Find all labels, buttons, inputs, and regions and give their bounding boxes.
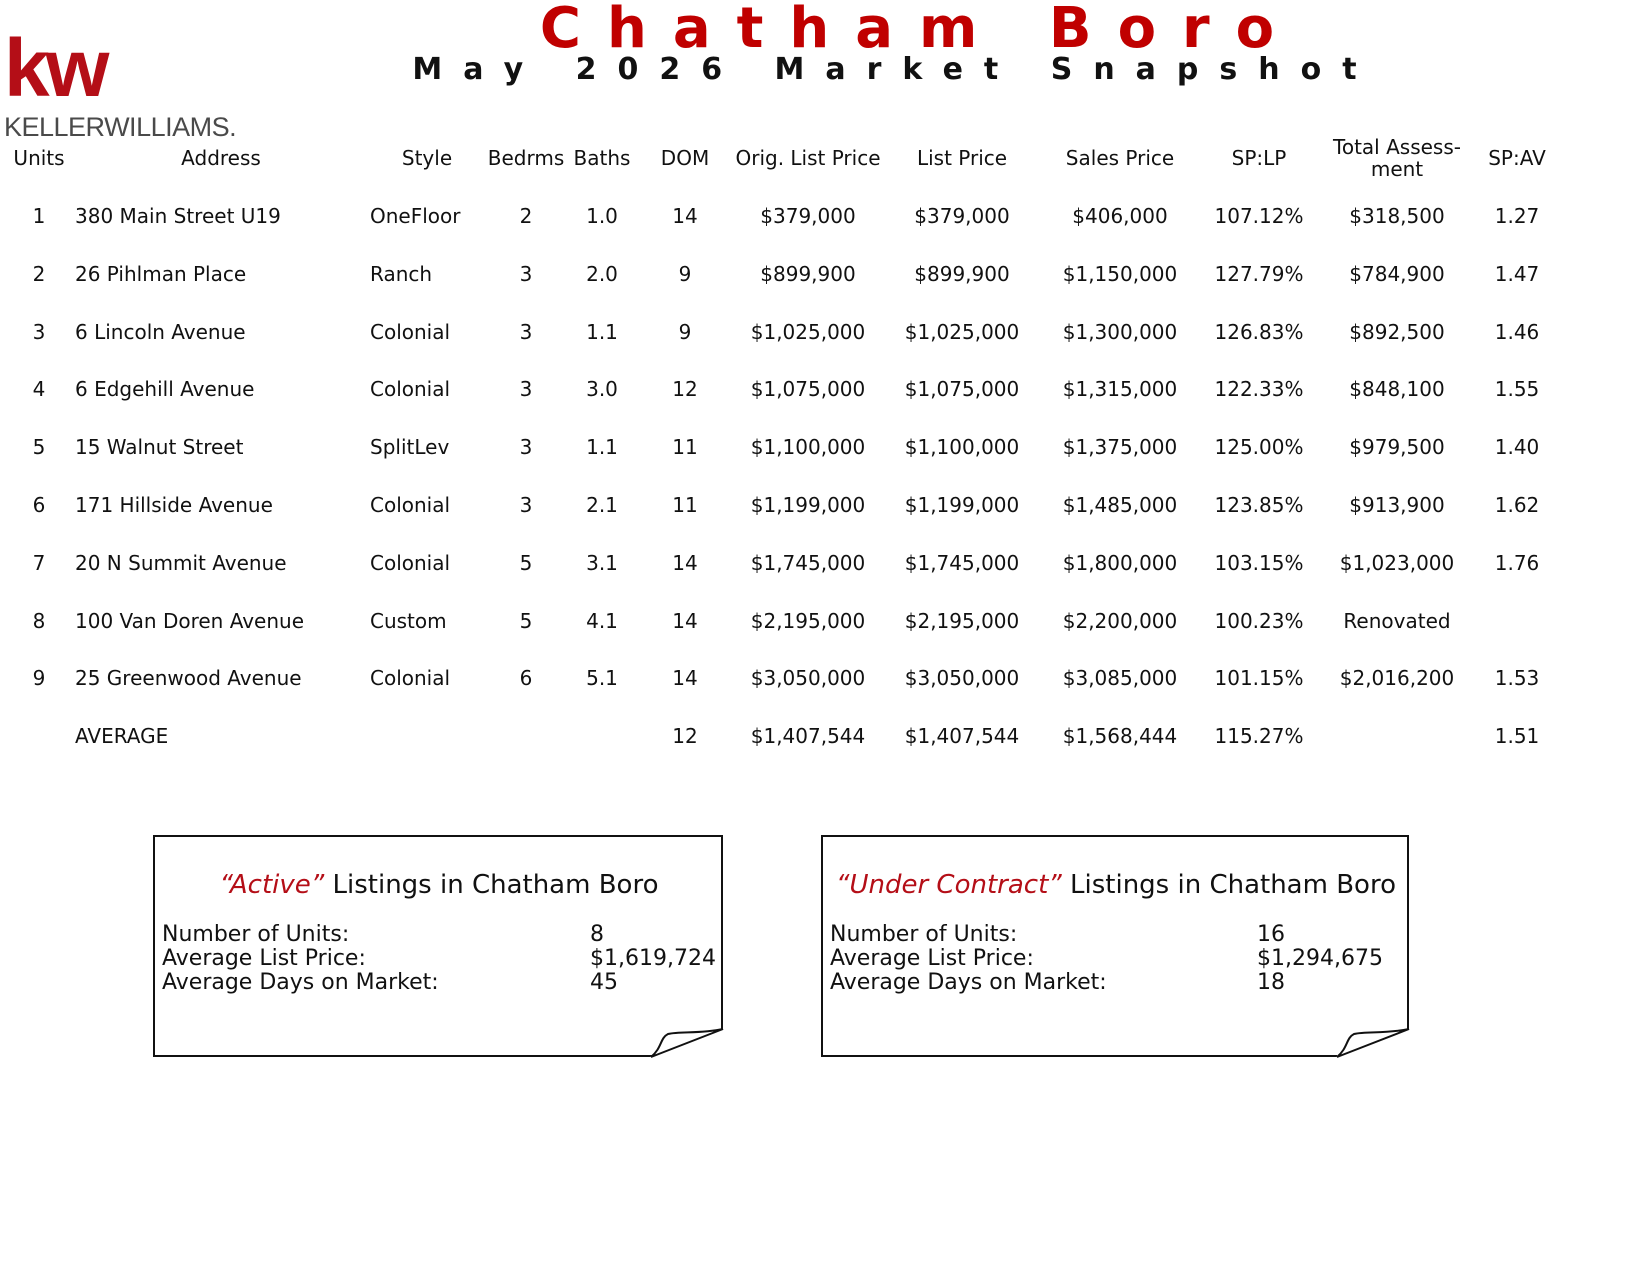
- cell-sp-av: 1.40: [1494, 435, 1540, 459]
- cell-orig-list-price: $1,025,000: [750, 320, 866, 344]
- cell-list-price: $3,050,000: [904, 666, 1020, 690]
- cell-sp-lp: 126.83%: [1214, 320, 1304, 344]
- active-price-value: $1,619,724: [590, 946, 716, 971]
- cell-list-price: $1,100,000: [904, 435, 1020, 459]
- cell-sales-price: $1,315,000: [1062, 377, 1178, 401]
- cell-orig-list-price: $2,195,000: [750, 609, 866, 633]
- cell-list-price: $1,745,000: [904, 551, 1020, 575]
- cell-units: 2: [32, 262, 46, 286]
- cell-style: Colonial: [370, 377, 451, 401]
- header-baths: Baths: [573, 146, 631, 170]
- under-contract-price-label: Average List Price:: [830, 946, 1034, 971]
- cell-baths: 4.1: [586, 609, 618, 633]
- active-price-label: Average List Price:: [162, 946, 366, 971]
- cell-style: Colonial: [370, 493, 451, 517]
- cell-sales-price: $1,375,000: [1062, 435, 1178, 459]
- cell-orig-list-price: $1,075,000: [750, 377, 866, 401]
- cell-baths: 2.0: [586, 262, 618, 286]
- under-contract-listings-card: [821, 835, 1409, 1057]
- cell-total-assessment: $913,900: [1349, 493, 1445, 517]
- cell-dom: 14: [672, 666, 698, 690]
- cell-total-assessment: Renovated: [1343, 609, 1451, 633]
- cell-units: 1: [32, 204, 46, 228]
- cell-style: Ranch: [370, 262, 433, 286]
- under-contract-title-emphasis: “Under Contract”: [836, 870, 1062, 900]
- cell-total-assessment: $1,023,000: [1339, 551, 1455, 575]
- cell-baths: 5.1: [586, 666, 618, 690]
- cell-sp-lp: 103.15%: [1214, 551, 1304, 575]
- header-units: Units: [13, 146, 65, 170]
- page-curl-icon: [1336, 1028, 1410, 1058]
- cell-orig-list-price: $379,000: [760, 204, 856, 228]
- header-address: Address: [181, 146, 261, 170]
- cell-dom: 11: [672, 435, 698, 459]
- cell-units: 6: [32, 493, 46, 517]
- cell-orig-list-price: $1,745,000: [750, 551, 866, 575]
- logo-name-light: WILLIAMS.: [104, 112, 237, 142]
- cell-orig-list-price: $1,199,000: [750, 493, 866, 517]
- under-contract-units-value: 16: [1257, 922, 1285, 947]
- cell-sp-av: 1.46: [1494, 320, 1540, 344]
- card-edge-bottom: [823, 1055, 1337, 1057]
- cell-units: 3: [32, 320, 46, 344]
- cell-units: 5: [32, 435, 46, 459]
- cell-total-assessment: $892,500: [1349, 320, 1445, 344]
- active-units-label: Number of Units:: [162, 922, 350, 947]
- under-contract-units-label: Number of Units:: [830, 922, 1018, 947]
- cell-address: 100 Van Doren Avenue: [75, 609, 305, 633]
- header-sp-av: SP:AV: [1488, 146, 1546, 170]
- cell-sp-av: 1.76: [1494, 551, 1540, 575]
- average-dom: 12: [672, 724, 698, 748]
- under-contract-price-value: $1,294,675: [1257, 946, 1383, 971]
- cell-bedrooms: 3: [519, 377, 533, 401]
- cell-bedrooms: 3: [519, 493, 533, 517]
- logo-wordmark: [4, 112, 236, 143]
- cell-dom: 14: [672, 609, 698, 633]
- cell-units: 7: [32, 551, 46, 575]
- cell-baths: 1.0: [586, 204, 618, 228]
- cell-sp-lp: 122.33%: [1214, 377, 1304, 401]
- cell-sales-price: $1,800,000: [1062, 551, 1178, 575]
- cell-address: 20 N Summit Avenue: [75, 551, 287, 575]
- cell-sp-av: 1.53: [1494, 666, 1540, 690]
- average-sp-lp: 115.27%: [1214, 724, 1304, 748]
- cell-sales-price: $2,200,000: [1062, 609, 1178, 633]
- cell-sp-lp: 100.23%: [1214, 609, 1304, 633]
- cell-style: Colonial: [370, 666, 451, 690]
- average-sales-price: $1,568,444: [1062, 724, 1178, 748]
- cell-address: 380 Main Street U19: [75, 204, 281, 228]
- cell-address: 26 Pihlman Place: [75, 262, 247, 286]
- cell-total-assessment: $979,500: [1349, 435, 1445, 459]
- cell-address: 6 Lincoln Avenue: [75, 320, 246, 344]
- cell-sp-lp: 123.85%: [1214, 493, 1304, 517]
- active-dom-value: 45: [590, 970, 618, 995]
- average-sp-av: 1.51: [1494, 724, 1540, 748]
- cell-baths: 1.1: [586, 320, 618, 344]
- cell-bedrooms: 5: [519, 551, 533, 575]
- under-contract-title-rest: Listings in Chatham Boro: [1061, 870, 1396, 900]
- cell-sales-price: $406,000: [1072, 204, 1168, 228]
- cell-sales-price: $1,150,000: [1062, 262, 1178, 286]
- cell-sp-lp: 101.15%: [1214, 666, 1304, 690]
- cell-sales-price: $3,085,000: [1062, 666, 1178, 690]
- page-subtitle: May 2026 Market Snapshot: [412, 52, 1378, 87]
- card-edge-right: [1407, 837, 1409, 1029]
- page-curl-icon: [650, 1028, 724, 1058]
- active-listings-card: [153, 835, 723, 1057]
- cell-bedrooms: 6: [519, 666, 533, 690]
- cell-list-price: $1,025,000: [904, 320, 1020, 344]
- cell-dom: 14: [672, 204, 698, 228]
- cell-style: Custom: [370, 609, 447, 633]
- cell-sp-lp: 125.00%: [1214, 435, 1304, 459]
- card-edge-right: [721, 837, 723, 1029]
- cell-units: 9: [32, 666, 46, 690]
- cell-dom: 12: [672, 377, 698, 401]
- cell-list-price: $1,199,000: [904, 493, 1020, 517]
- cell-dom: 14: [672, 551, 698, 575]
- cell-orig-list-price: $3,050,000: [750, 666, 866, 690]
- cell-orig-list-price: $899,900: [760, 262, 856, 286]
- cell-dom: 11: [672, 493, 698, 517]
- under-contract-dom-label: Average Days on Market:: [830, 970, 1107, 995]
- cell-bedrooms: 3: [519, 320, 533, 344]
- cell-baths: 3.0: [586, 377, 618, 401]
- header-total-assessment: Total Assess- ment: [1333, 135, 1461, 181]
- cell-sales-price: $1,300,000: [1062, 320, 1178, 344]
- cell-baths: 3.1: [586, 551, 618, 575]
- cell-total-assessment: $2,016,200: [1339, 666, 1455, 690]
- header-bedrooms: Bedrms: [487, 146, 565, 170]
- active-card-title: [155, 870, 723, 900]
- active-title-rest: Listings in Chatham Boro: [324, 870, 659, 900]
- cell-list-price: $2,195,000: [904, 609, 1020, 633]
- cell-style: SplitLev: [370, 435, 450, 459]
- cell-baths: 2.1: [586, 493, 618, 517]
- cell-orig-list-price: $1,100,000: [750, 435, 866, 459]
- cell-sp-av: 1.47: [1494, 262, 1540, 286]
- cell-total-assessment: $784,900: [1349, 262, 1445, 286]
- cell-sp-av: 1.27: [1494, 204, 1540, 228]
- cell-total-assessment: $848,100: [1349, 377, 1445, 401]
- cell-dom: 9: [678, 262, 692, 286]
- cell-bedrooms: 3: [519, 435, 533, 459]
- header-sp-lp: SP:LP: [1231, 146, 1287, 170]
- cell-baths: 1.1: [586, 435, 618, 459]
- header-orig-list-price: Orig. List Price: [735, 146, 881, 170]
- active-title-emphasis: “Active”: [219, 870, 325, 900]
- cell-bedrooms: 2: [519, 204, 533, 228]
- cell-bedrooms: 3: [519, 262, 533, 286]
- cell-style: Colonial: [370, 551, 451, 575]
- cell-dom: 9: [678, 320, 692, 344]
- cell-sp-lp: 107.12%: [1214, 204, 1304, 228]
- cell-sp-av: 1.62: [1494, 493, 1540, 517]
- cell-units: 4: [32, 377, 46, 401]
- cell-list-price: $899,900: [914, 262, 1010, 286]
- average-address: AVERAGE: [75, 724, 169, 748]
- cell-address: 25 Greenwood Avenue: [75, 666, 302, 690]
- cell-sp-av: 1.55: [1494, 377, 1540, 401]
- card-edge-bottom: [155, 1055, 653, 1057]
- cell-list-price: $379,000: [914, 204, 1010, 228]
- cell-address: 15 Walnut Street: [75, 435, 244, 459]
- cell-total-assessment: $318,500: [1349, 204, 1445, 228]
- cell-style: OneFloor: [370, 204, 461, 228]
- cell-sp-lp: 127.79%: [1214, 262, 1304, 286]
- under-contract-card-title: [823, 870, 1409, 900]
- header-dom: DOM: [660, 146, 710, 170]
- logo-mark: kw: [4, 23, 106, 114]
- page-title: Chatham Boro: [539, 0, 1301, 61]
- cell-bedrooms: 5: [519, 609, 533, 633]
- active-dom-label: Average Days on Market:: [162, 970, 439, 995]
- active-units-value: 8: [590, 922, 604, 947]
- cell-units: 8: [32, 609, 46, 633]
- average-list-price: $1,407,544: [904, 724, 1020, 748]
- cell-style: Colonial: [370, 320, 451, 344]
- keller-williams-logo: [4, 23, 237, 143]
- header-style: Style: [401, 146, 453, 170]
- logo-name-bold: KELLER: [4, 112, 105, 142]
- cell-list-price: $1,075,000: [904, 377, 1020, 401]
- header-sales-price: Sales Price: [1065, 146, 1175, 170]
- cell-address: 171 Hillside Avenue: [75, 493, 273, 517]
- cell-address: 6 Edgehill Avenue: [75, 377, 255, 401]
- under-contract-dom-value: 18: [1257, 970, 1285, 995]
- average-orig-list-price: $1,407,544: [750, 724, 866, 748]
- cell-sales-price: $1,485,000: [1062, 493, 1178, 517]
- header-list-price: List Price: [916, 146, 1008, 170]
